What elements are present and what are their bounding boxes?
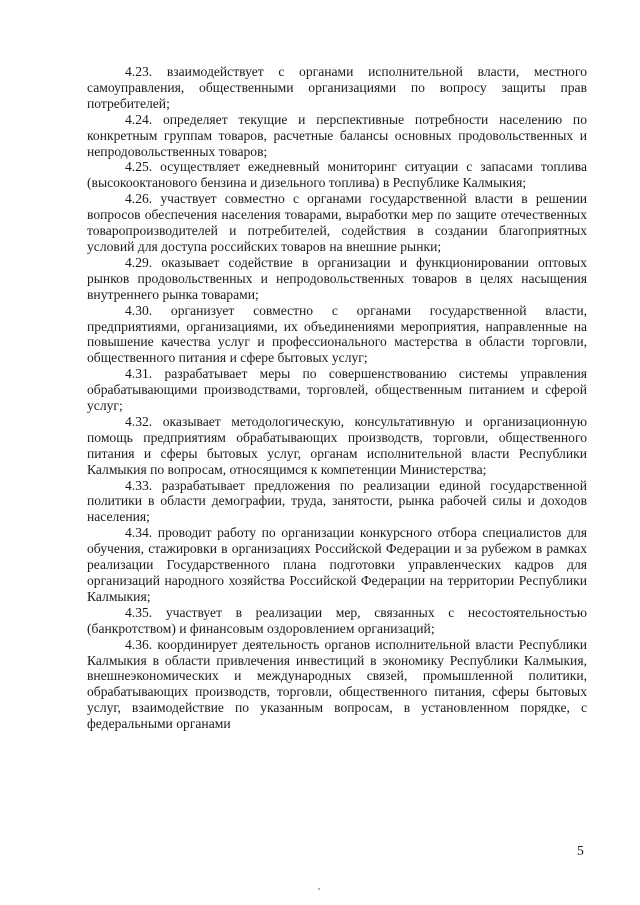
clause-text: осуществляет ежедневный мониторинг ситуации с запасами топлива (высокооктанового бензина и дизельного топлива) в Республике Калмыкия; xyxy=(87,159,587,191)
clause-text: координирует деятельность органов исполнительной власти Республики Калмыкия в области привлечения инвестиций в экономику Республики Калмыкия, внешнеэкономических и международных связей, промышленной политики, обрабатывающих производств, торговли, общественного питания, сферы бытовых услуг, взаимодействие по указанным вопросам, в установленном порядке, с федеральными органами xyxy=(87,636,588,732)
paragraph-4-34 xyxy=(87,525,587,605)
clause-number: 4.34. xyxy=(125,525,153,541)
paragraph-4-32 xyxy=(87,414,587,478)
clause-number: 4.25. xyxy=(125,159,153,175)
paragraph-4-29 xyxy=(87,255,587,303)
document-body xyxy=(87,64,587,732)
clause-text: оказывает содействие в организации и функционировании оптовых рынков продовольственных и непродовольственных товаров в целях насыщения внутреннего рынка товарами; xyxy=(87,254,587,302)
clause-number: 4.30. xyxy=(125,302,153,318)
paragraph-4-30 xyxy=(87,303,587,367)
clause-number: 4.36. xyxy=(125,636,153,652)
clause-text: организует совместно с органами государственной власти, предприятиями, организациями, их объединениями мероприятия, направленные на повышение качества услуг и профессионального мастерства в области торговли, общественного питания и сфере бытовых услуг; xyxy=(87,302,588,366)
clause-number: 4.29. xyxy=(125,254,153,270)
paragraph-4-24 xyxy=(87,112,587,160)
clause-text: взаимодействует с органами исполнительной власти, местного самоуправления, общественными организациями по вопросу защиты прав потребителей; xyxy=(87,64,587,111)
clause-number: 4.35. xyxy=(125,604,153,620)
clause-number: 4.32. xyxy=(125,413,153,429)
clause-number: 4.26. xyxy=(125,191,153,207)
clause-text: участвует в реализации мер, связанных с несостоятельностью (банкротством) и финансовым оздоровлением организаций; xyxy=(87,604,587,636)
page-number: 5 xyxy=(577,843,584,858)
clause-number: 4.33. xyxy=(125,477,153,493)
paragraph-4-23 xyxy=(87,64,587,112)
clause-text: определяет текущие и перспективные потребности населению по конкретным группам товаров, расчетные балансы основных продовольственных и непродовольственных товаров; xyxy=(87,111,588,159)
clause-number: 4.23. xyxy=(125,64,153,79)
paragraph-4-36 xyxy=(87,637,587,732)
paragraph-4-26 xyxy=(87,191,587,255)
clause-text: разрабатывает предложения по реализации единой государственной политики в области демографии, труда, занятости, рынка рабочей силы и доходов населения; xyxy=(87,477,587,525)
clause-text: участвует совместно с органами государственной власти в решении вопросов обеспечения населения товарами, выработки мер по защите отечественных товаропроизводителей и потребителей, содействия в создании благоприятных условий для доступа российских товаров на внешние рынки; xyxy=(87,191,587,254)
paragraph-4-31 xyxy=(87,366,587,414)
clause-number: 4.31. xyxy=(125,366,153,382)
paragraph-4-25 xyxy=(87,159,587,191)
clause-text: разрабатывает меры по совершенствованию системы управления обрабатывающими производствами, торговлей, общественным питанием и сферой услуг; xyxy=(87,366,587,414)
paragraph-4-33 xyxy=(87,478,587,526)
clause-text: оказывает методологическую, консультативную и организационную помощь предприятиям обрабатывающих производств, торговли, общественного питания и сферы бытовых услуг, органам исполнительной власти Республики Калмыкия по вопросам, относящимся к компетенции Министерства; xyxy=(87,413,587,477)
scan-speck xyxy=(318,888,320,890)
clause-number: 4.24. xyxy=(125,111,153,127)
paragraph-4-35 xyxy=(87,605,587,637)
clause-text: проводит работу по организации конкурсного отбора специалистов для обучения, стажировки в организациях Российской Федерации и за рубежом в рамках реализации Государственного плана подготовки управленческих кадров для организаций народного хозяйства Российской Федерации на территории Республики Калмыкия; xyxy=(87,525,587,604)
